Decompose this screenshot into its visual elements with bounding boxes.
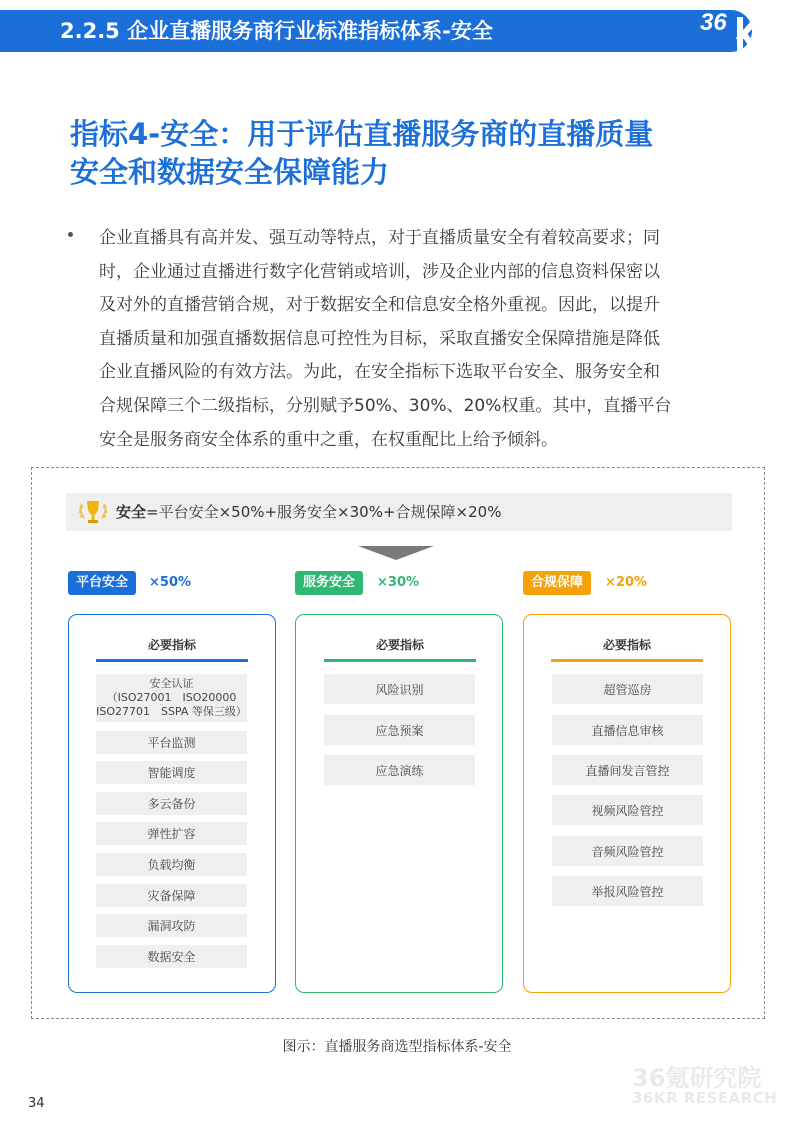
paragraph-line: 合规保障三个二级指标，分别赋予50%、30%、20%权重。其中，直播平台 [99, 395, 672, 416]
panel-rule [551, 659, 703, 662]
list-item: 直播信息审核 [552, 715, 703, 745]
item-line: 安全认证 [149, 677, 194, 690]
36kr-logo [696, 0, 794, 56]
main-heading [70, 115, 750, 191]
list-item: 漏洞攻防 [96, 914, 247, 937]
main-heading-line-1: 指标4-安全：用于评估直播服务商的直播质量 [70, 117, 654, 151]
formula [116, 493, 501, 531]
watermark-en: 36KR RESEARCH [632, 1089, 778, 1107]
panel-header: 必要指标 [375, 638, 424, 652]
section-title: 2.2.5 企业直播服务商行业标准指标体系-安全 [60, 19, 493, 43]
list-item: 超管巡房 [552, 674, 703, 704]
formula-expression: =平台安全×50%+服务安全×30%+合规保障×20% [146, 503, 502, 521]
category-tag-service-security: 服务安全 [295, 571, 363, 595]
list-item-security-certification [96, 674, 247, 722]
bullet-dot [68, 232, 73, 237]
trophy-icon [76, 496, 110, 528]
list-item: 灾备保障 [96, 884, 247, 907]
figure-caption: 图示：直播服务商选型指标体系-安全 [282, 1039, 512, 1055]
category-weight-service-security: ×30% [377, 575, 420, 590]
paragraph-line: 时，企业通过直播进行数字化营销或培训，涉及企业内部的信息资料保密以 [99, 261, 660, 282]
category-tag-platform-security: 平台安全 [68, 571, 136, 595]
list-item: 音频风险管控 [552, 836, 703, 866]
panel-service-security [295, 614, 503, 993]
list-item: 智能调度 [96, 761, 247, 784]
down-arrow-icon [358, 546, 434, 560]
list-item: 弹性扩容 [96, 822, 247, 845]
body-paragraph [99, 222, 729, 457]
paragraph-line: 及对外的直播营销合规，对于数据安全和信息安全格外重视。因此，以提升 [99, 295, 660, 316]
panel-header: 必要指标 [147, 638, 196, 652]
category-weight-compliance: ×20% [605, 575, 648, 590]
item-line: ISO27701 SSPA 等保三级） [96, 705, 247, 718]
main-heading-line-2: 安全和数据安全保障能力 [70, 155, 390, 189]
panel-header: 必要指标 [602, 638, 651, 652]
page-number: 34 [28, 1096, 45, 1111]
paragraph-line: 安全是服务商安全体系的重中之重，在权重配比上给予倾斜。 [99, 429, 558, 450]
list-item: 举报风险管控 [552, 876, 703, 906]
list-item: 应急预案 [324, 715, 475, 745]
panel-rule [96, 659, 248, 662]
category-tag-compliance: 合规保障 [523, 571, 591, 595]
list-item: 风险识别 [324, 674, 475, 704]
category-weight-platform-security: ×50% [149, 575, 192, 590]
paragraph-line: 企业直播具有高并发、强互动等特点，对于直播质量安全有着较高要求；同 [99, 228, 660, 248]
watermark-cn: 36氪研究院 [632, 1064, 762, 1092]
list-item: 多云备份 [96, 792, 247, 815]
list-item: 直播间发言管控 [552, 755, 703, 785]
list-item: 负载均衡 [96, 853, 247, 876]
svg-text:36: 36 [700, 9, 727, 36]
panel-rule [324, 659, 476, 662]
list-item: 应急演练 [324, 755, 475, 785]
item-line: （ISO27001 ISO20000 [106, 691, 237, 704]
list-item: 视频风险管控 [552, 795, 703, 825]
formula-label: 安全 [116, 503, 147, 521]
list-item: 数据安全 [96, 945, 247, 968]
paragraph-line: 直播质量和加强直播数据信息可控性为目标，采取直播安全保障措施是降低 [99, 328, 660, 349]
paragraph-line: 企业直播风险的有效方法。为此，在安全指标下选取平台安全、服务安全和 [99, 362, 660, 383]
list-item: 平台监测 [96, 731, 247, 754]
